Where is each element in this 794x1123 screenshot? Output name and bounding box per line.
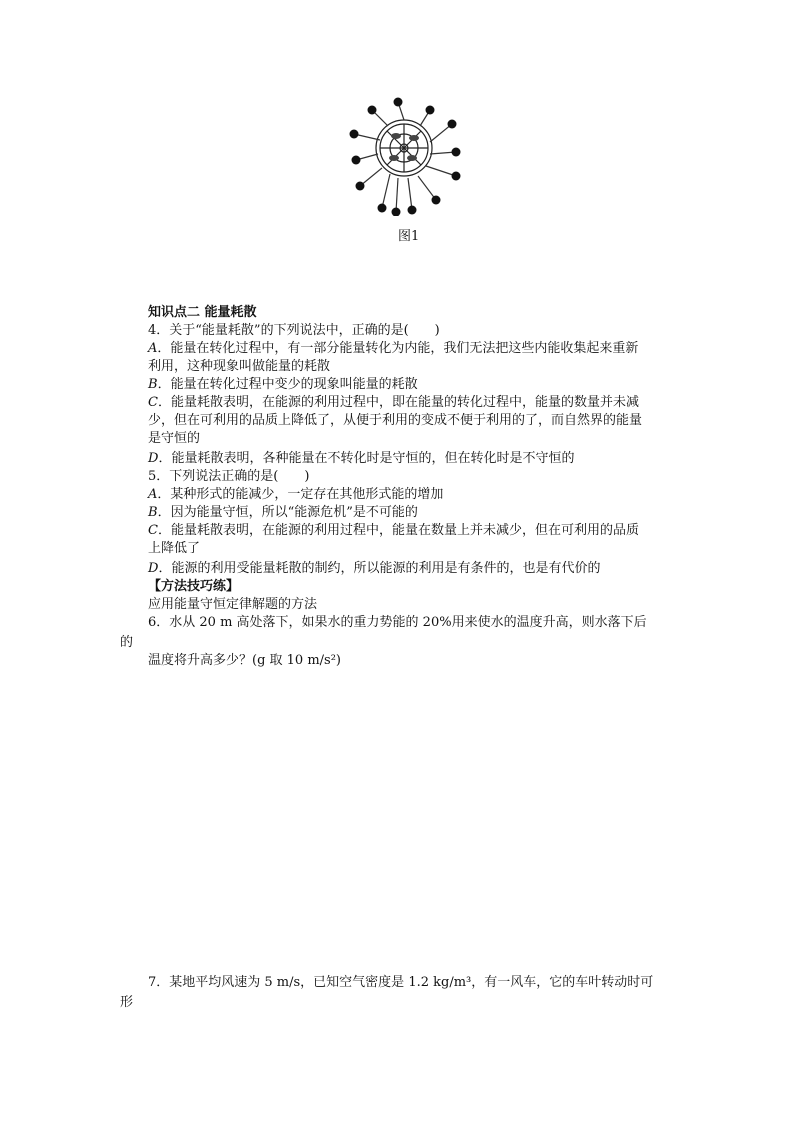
q6-line1: 6．水从 20 m 高处落下，如果水的重力势能的 20%用来使水的温度升高，则水落下后 [148, 615, 647, 630]
section-heading: 知识点二 能量耗散 [148, 305, 257, 320]
q4-option-c: C．能量耗散表明，在能源的利用过程中，即在能量的转化过程中，能量的数量并未减 [148, 395, 639, 410]
q4-option-a-cont: 利用，这种现象叫做能量的耗散 [148, 359, 331, 374]
q7-line1: 7．某地平均风速为 5 m/s，已知空气密度是 1.2 kg/m³，有一风车，它的车叶转动时可 [148, 975, 654, 990]
q4-stem: 4．关于“能量耗散”的下列说法中，正确的是( ) [148, 323, 440, 338]
q5-option-b: B．因为能量守恒，所以“能源危机”是不可能的 [148, 505, 418, 520]
q5-option-c: C．能量耗散表明，在能源的利用过程中，能量在数量上并未减少，但在可利用的品质 [148, 523, 639, 538]
q5-stem: 5．下列说法正确的是( ) [148, 469, 310, 484]
perpetual-motion-wheel-icon [346, 96, 466, 216]
method-subheading: 应用能量守恒定律解题的方法 [148, 597, 318, 612]
q6-line1-wrap: 的 [120, 635, 134, 650]
q7-line1-wrap: 形 [120, 995, 134, 1010]
q5-option-a: A．某种形式的能减少，一定存在其他形式能的增加 [148, 487, 444, 502]
figure-caption: 图1 [398, 229, 420, 244]
q5-option-c-cont: 上降低了 [148, 541, 201, 556]
q4-option-a: A．能量在转化过程中，有一部分能量转化为内能，我们无法把这些内能收集起来重新 [148, 341, 639, 356]
q6-line2: 温度将升高多少？(g 取 10 m/s²) [148, 653, 341, 668]
q4-option-c-cont2: 是守恒的 [148, 431, 201, 446]
method-heading: 【方法技巧练】 [148, 579, 240, 594]
q4-option-c-cont: 少，但在可利用的品质上降低了，从便于利用的变成不便于利用的了，而自然界的能量 [148, 413, 643, 428]
q4-option-b: B．能量在转化过程中变少的现象叫能量的耗散 [148, 377, 418, 392]
q4-option-d: D．能量耗散表明，各种能量在不转化时是守恒的，但在转化时是不守恒的 [148, 451, 575, 466]
q5-option-d: D．能源的利用受能量耗散的制约，所以能源的利用是有条件的，也是有代价的 [148, 561, 601, 576]
